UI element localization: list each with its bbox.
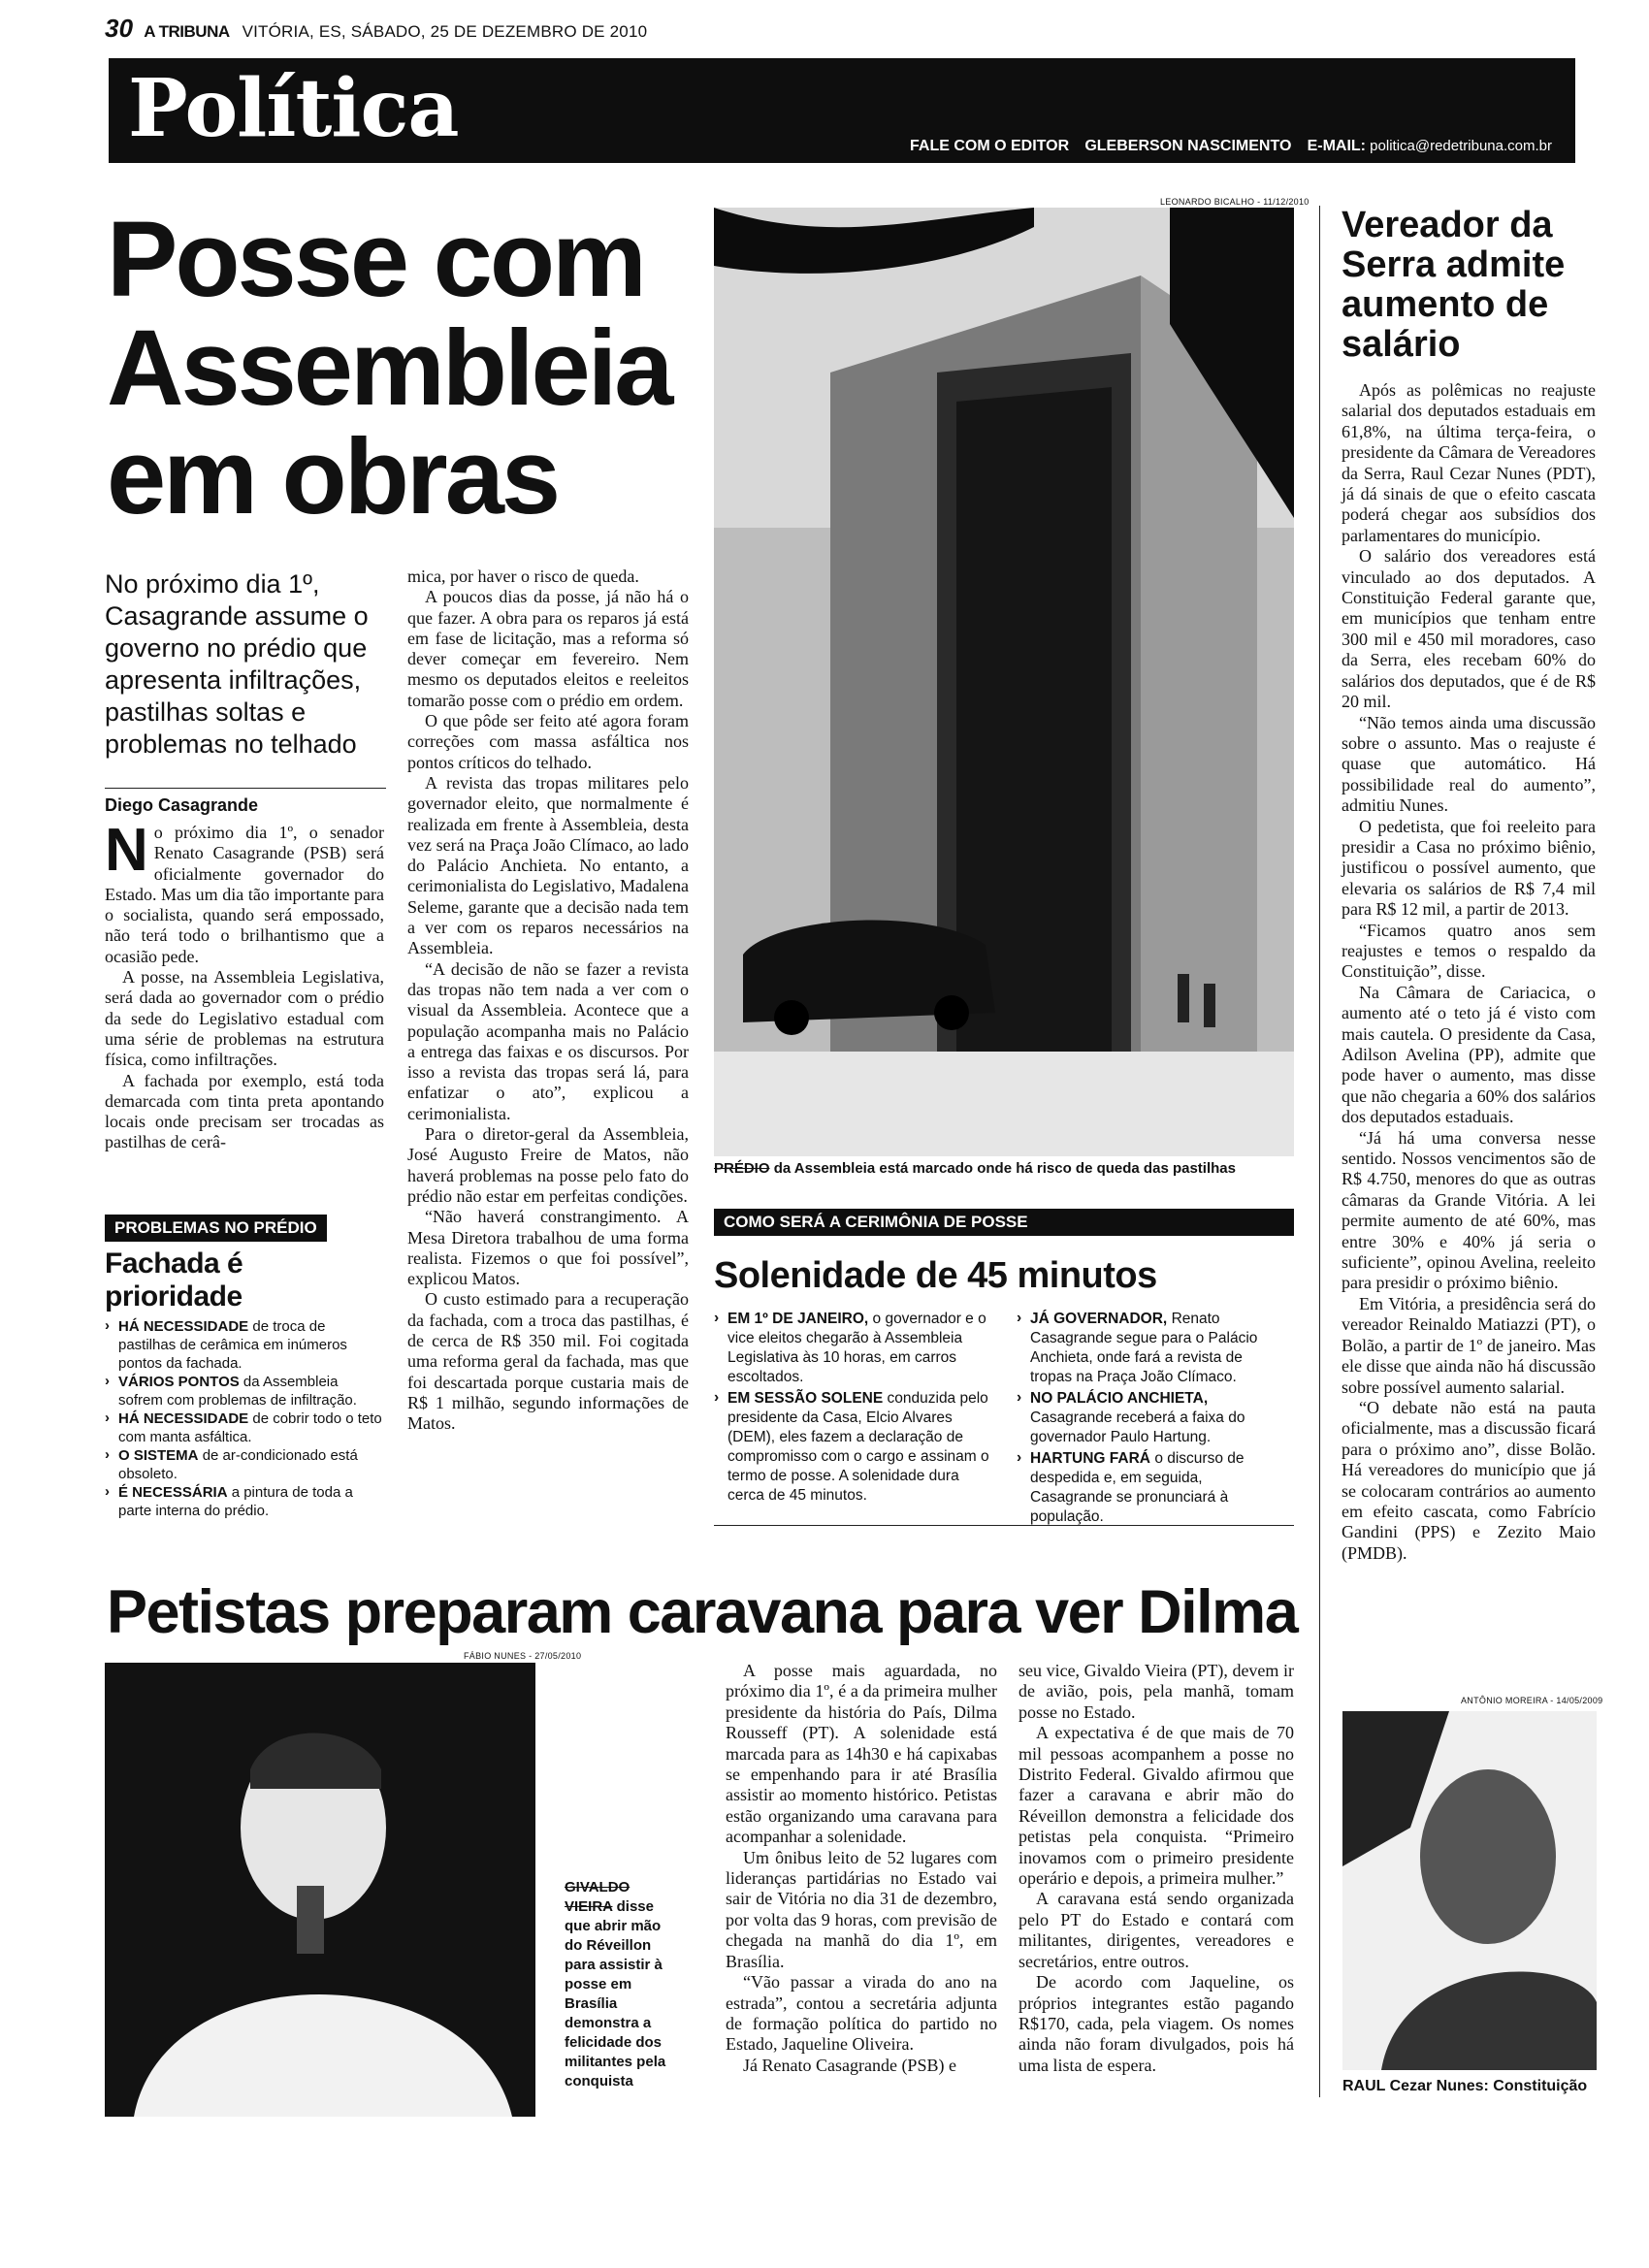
item-text: de troca de pastilhas de cerâmica em inúmeros pontos da fachada. [118, 1318, 347, 1372]
paragraph: A revista das tropas militares pelo governador eleito, que normalmente é realizada em frente à Assembleia, desta vez será na Praça João Clímaco, ao lado do Palácio Anchieta. No entanto, a cerimonialista do Legislativo, Madalena Seleme, garante que a decisão nada tem a ver com os reparos necessários na Assembleia. [407, 772, 689, 958]
list-item [105, 1446, 384, 1483]
newspaper-brand: A TRIBUNA [144, 22, 230, 41]
givaldo-vieira-photo [105, 1663, 535, 2117]
main-column-1 [105, 817, 384, 1153]
byline-rule [105, 788, 386, 789]
paragraph: O custo estimado para a recuperação da fachada, com a troca das pastilhas, é de cerca de R$ 350 mil. Foi cogitada uma reforma geral da fachada, mas que foi descartada porque custaria mais de R$ 1 milhão, segundo informações de Matos. [407, 1289, 689, 1434]
item-text: Casagrande receberá a faixa do governador Paulo Hartung. [1030, 1409, 1245, 1445]
paragraph: Após as polêmicas no reajuste salarial dos deputados estaduais em 61,8%, na última terça-feira, o presidente da Câmara de Vereadores da Serra, Raul Cezar Nunes (PDT), já dá sinais de que o efeito cascata poderá chegar aos subsídios dos parlamentares do município. [1342, 380, 1596, 545]
editor-name: GLEBERSON NASCIMENTO [1084, 138, 1292, 154]
portrait-illustration [1342, 1711, 1597, 2070]
caption-text: disse que abrir mão do Réveillon para assistir à posse em Brasília demonstra a felicidade dos militantes pela conquista [565, 1898, 666, 2090]
sidebar-text [1342, 380, 1596, 1564]
raul-cezar-nunes-photo [1342, 1711, 1597, 2070]
paragraph: “Já há uma conversa nesse sentido. Nossos vencimentos são de R$ 4.750, menores do que as outras câmaras da Grande Vitória. A lei permite aumento de até 60%, mas entre 30% e 40% já seria o suficiente”, opinou Avelina, reeleito para presidir o próximo biênio. [1342, 1127, 1596, 1293]
problems-box [105, 1215, 384, 1520]
sidebar-headline: Vereador da Serra admite aumento de salário [1342, 205, 1566, 365]
sidebar-divider [1319, 206, 1320, 2097]
item-lead: EM SESSÃO SOLENE [728, 1390, 884, 1407]
speaker-illustration [105, 1663, 535, 2117]
item-lead: O SISTEMA [118, 1447, 199, 1464]
item-lead: É NECESSÁRIA [118, 1484, 228, 1501]
paragraph: O salário dos vereadores está vinculado ao dos deputados. A Constituição Federal garante que, em municípios que tenham entre 300 mil e 450 mil moradores, caso da Serra, eles recebam 60% do salários dos deputados, que é de R$ 20 mil. [1342, 546, 1596, 712]
item-text: conduzida pelo presidente da Casa, Elcio Alvares (DEM), eles fazem a declaração de compromisso com o cargo e assinam o termo de posse. A solenidade dura cerca de 45 minutos. [728, 1390, 989, 1504]
caption-lead: PRÉDIO [714, 1160, 770, 1177]
list-item [105, 1409, 384, 1446]
ceremony-title: Solenidade de 45 minutos [714, 1255, 1157, 1296]
paragraph: “Ficamos quatro anos sem reajustes e temos o respaldo da Constituição”, disse. [1342, 920, 1596, 982]
list-item [105, 1373, 384, 1409]
caption-text: da Assembleia está marcado onde há risco de queda das pastilhas [773, 1160, 1236, 1177]
main-deck: No próximo dia 1º, Casagrande assume o governo no prédio que apresenta infiltrações, pastilhas soltas e problemas no telhado [105, 569, 369, 759]
paragraph: Na Câmara de Cariacica, o aumento até o teto já é visto com mais cautela. O presidente da Casa, Adilson Avelina (PP), admite que pode haver o aumento, mas disse que não chegaria a 60% dos salários dos deputados estaduais. [1342, 982, 1596, 1127]
story2-photo-caption [565, 1878, 681, 2091]
paragraph-text: o próximo dia 1º, o senador Renato Casagrande (PSB) será oficialmente governador do Estado. Mas um dia tão importante para o socialista, quando será empossado, não terá todo o brilhantismo que a ocasião pede. [105, 823, 384, 966]
main-column-2 [407, 567, 689, 1434]
paragraph: De acordo com Jaqueline, os próprios integrantes estão pagando R$170, cada, pela viagem. Os nomes ainda não foram divulgados, pois há uma lista de espera. [1018, 1972, 1294, 2075]
item-lead: JÁ GOVERNADOR, [1030, 1311, 1168, 1327]
editor-email: politica@redetribuna.com.br [1370, 138, 1552, 154]
paragraph: “Não haverá constrangimento. A Mesa Diretora trabalhou de uma forma realista. Fizemos o que foi possível”, explicou Matos. [407, 1207, 689, 1289]
editor-contact [910, 138, 1552, 155]
list-item [1017, 1449, 1288, 1527]
paragraph: A poucos dias da posse, já não há o que fazer. A obra para os reparos já está em fase de licitação, mas a reforma só dever começar em fevereiro. Nem mesmo os deputados eleitos e reeleitos tomarão posse com o prédio em ordem. [407, 587, 689, 710]
photo-caption [714, 1160, 1294, 1177]
editor-label: FALE COM O EDITOR [910, 138, 1070, 154]
paragraph: Um ônibus leito de 52 lugares com lideranças partidárias no Estado vai sair de Vitória no dia 31 de dezembro, por volta das 9 horas, com previsão de chegada na manhã do dia 1º, em Brasília. [726, 1847, 997, 1971]
paragraph: Já Renato Casagrande (PSB) e [743, 2055, 956, 2075]
ceremony-list-left [714, 1310, 995, 1506]
item-text: Renato Casagrande segue para o Palácio Anchieta, onde fará a revista de tropas na Praça João Clímaco. [1030, 1311, 1258, 1385]
item-text: de cobrir todo o teto com manta asfáltica. [118, 1410, 382, 1445]
paragraph: “A decisão de não se fazer a revista das tropas não tem nada a ver com o visual da Assembleia. Acontece que a população acompanha mais no Palácio a entrega das faixas e os discursos. Por isso a revista das tropas será lá, para enfatizar o ato”, explicou a cerimonialista. [407, 958, 689, 1123]
ceremony-bottom-rule [714, 1525, 1294, 1526]
item-text: de ar-condicionado está obsoleto. [118, 1447, 358, 1482]
story2-column-1 [726, 1661, 997, 2076]
story2-column-2 [1018, 1661, 1294, 2076]
paragraph: Em Vitória, a presidência será do vereador Reinaldo Matiazzi (PT), o Bolão, a partir de 1º de janeiro. Mas ele disse que ainda não há discussão sobre possível aumento salarial. [1342, 1293, 1596, 1397]
paragraph: A caravana está sendo organizada pelo PT do Estado e contará com militantes, dirigentes, vereadores e secretários, entre outros. [1018, 1889, 1294, 1971]
paragraph: “O debate não está na pauta oficialmente, mas a discussão ficará para o próximo ano”, disse Bolão. Há vereadores do município que já se colocaram contrários ao aumento em efeito cascata, como Fabrício Gandini (PPS) e Zezito Maio (PMDB). [1342, 1397, 1596, 1563]
drop-cap: N [105, 817, 148, 884]
section-bar [109, 58, 1575, 163]
sidebar-photo-caption [1342, 2078, 1597, 2095]
email-label: E-MAIL: [1307, 138, 1366, 154]
dateline: VITÓRIA, ES, SÁBADO, 25 DE DEZEMBRO DE 2010 [242, 22, 648, 41]
item-text: o discurso de despedida e, em seguida, Casagrande se pronunciará à população. [1030, 1450, 1245, 1525]
caption-lead: GIVALDO VIEIRA [565, 1879, 630, 1915]
building-illustration [714, 208, 1294, 1156]
paragraph: A expectativa é de que mais de 70 mil pessoas acompanhem a posse no Distrito Federal. Givaldo afirmou que fazer a caravana e abrir mão do Réveillon demonstra a felicidade dos petistas pela conquista. “Primeiro inovamos com o primeiro presidente operário e depois, a primeira mulher.” [1018, 1723, 1294, 1889]
caption-lead: RAUL [1342, 2078, 1386, 2094]
problems-kicker: PROBLEMAS NO PRÉDIO [105, 1215, 327, 1242]
section-title: Política [128, 62, 459, 155]
paragraph: “Vão passar a virada do ano na estrada”, contou a secretária adjunta de formação política do partido no Estado, Jaqueline Oliveira. [726, 1972, 997, 2055]
problems-list [105, 1317, 384, 1520]
item-lead: HÁ NECESSIDADE [118, 1318, 249, 1335]
item-text: da Assembleia sofrem com problemas de infiltração. [118, 1374, 357, 1409]
list-item [105, 1483, 384, 1520]
story2-headline: Petistas preparam caravana para ver Dilma [107, 1578, 1298, 1646]
sidebar-photo-credit: ANTÔNIO MOREIRA - 14/05/2009 [1461, 1696, 1603, 1705]
main-headline: Posse com Assembleia em obras [107, 200, 671, 536]
paragraph: seu vice, Givaldo Vieira (PT), devem ir de avião, pois, pela manhã, tomam posse no Estado. [1018, 1661, 1294, 1722]
ceremony-kicker: COMO SERÁ A CERIMÔNIA DE POSSE [714, 1209, 1294, 1236]
page-number: 30 [105, 14, 134, 43]
folio [105, 14, 647, 44]
paragraph: mica, por haver o risco de queda. [407, 567, 639, 586]
paragraph: A posse mais aguardada, no próximo dia 1º, é a da primeira mulher presidente da história do País, Dilma Rousseff (PT). A solenidade está marcada para as 14h30 e há capixabas se empenhando para ir até Brasília assistir ao momento histórico. Petistas estão organizando uma caravana para acompanhar a solenidade. [726, 1661, 997, 1847]
paragraph: Para o diretor-geral da Assembleia, José Augusto Freire de Matos, não haverá problemas na posse pelo fato do prédio não estar em perfeitas condições. [407, 1124, 689, 1206]
item-lead: EM 1º DE JANEIRO, [728, 1311, 869, 1327]
list-item [1017, 1389, 1288, 1447]
item-lead: HARTUNG FARÁ [1030, 1450, 1150, 1467]
item-text: o governador e o vice eleitos chegarão à Assembleia Legislativa às 10 horas, em carros escoltados. [728, 1311, 986, 1385]
paragraph: O que pôde ser feito até agora foram correções com massa asfáltica nos pontos críticos do telhado. [407, 711, 689, 772]
byline: Diego Casagrande [105, 795, 259, 815]
item-lead: VÁRIOS PONTOS [118, 1374, 240, 1390]
paragraph: A posse, na Assembleia Legislativa, será dada ao governador com o prédio da sede do Legislativo estadual com uma série de problemas na estrutura física, como infiltrações. [105, 967, 384, 1070]
list-item [1017, 1310, 1288, 1387]
photo-credit: LEONARDO BICALHO - 11/12/2010 [1160, 197, 1310, 207]
assembly-building-photo [714, 208, 1294, 1156]
list-item [105, 1317, 384, 1373]
caption-text: Cezar Nunes: Constituição [1389, 2078, 1588, 2094]
paragraph: O pedetista, que foi reeleito para presidir a Casa no próximo biênio, justificou o possível aumento, que elevaria os salários de R$ 7,4 mil para R$ 12 mil, a partir de 2013. [1342, 816, 1596, 920]
list-item [714, 1310, 995, 1387]
problems-title: Fachada é prioridade [105, 1247, 243, 1312]
paragraph: “Não temos ainda uma discussão sobre o assunto. Mas o reajuste é quase que automático. Há possibilidade real do aumento”, admitiu Nunes. [1342, 712, 1596, 816]
list-item [714, 1389, 995, 1506]
story2-photo-credit: FÁBIO NUNES - 27/05/2010 [464, 1651, 582, 1661]
paragraph [105, 817, 384, 967]
item-text: a pintura de toda a parte interna do prédio. [118, 1484, 353, 1519]
item-lead: HÁ NECESSIDADE [118, 1410, 249, 1427]
ceremony-list-right [1017, 1310, 1288, 1527]
item-lead: NO PALÁCIO ANCHIETA, [1030, 1390, 1209, 1407]
paragraph: A fachada por exemplo, está toda demarcada com tinta preta apontando locais onde precisam ser trocadas as pastilhas de cerâ- [105, 1070, 384, 1152]
